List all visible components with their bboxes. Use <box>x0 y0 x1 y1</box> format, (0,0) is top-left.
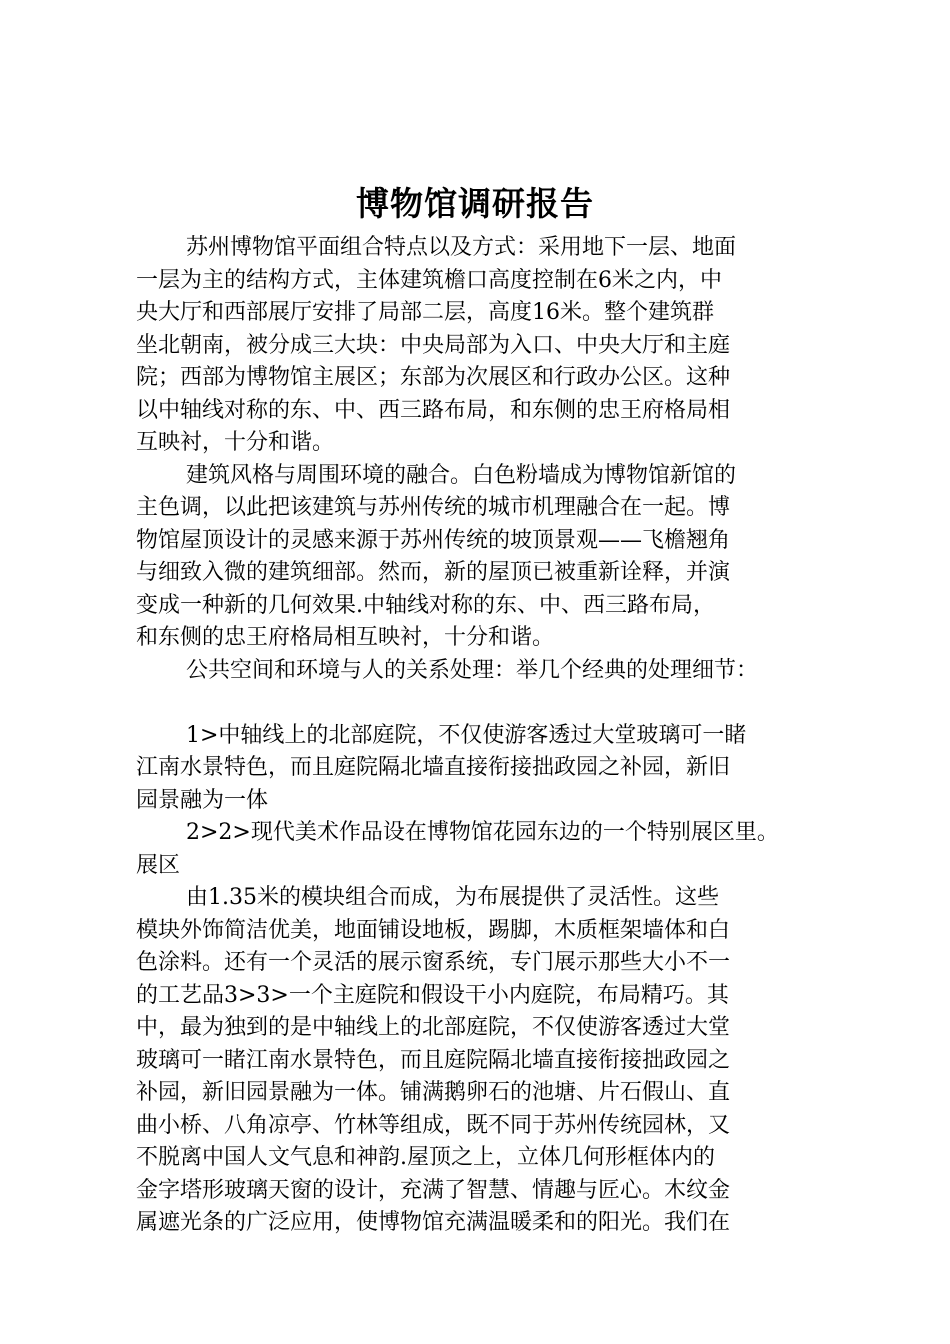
text-line: 色涂料。还有一个灵活的展示窗系统，专门展示那些大小不一 <box>136 950 731 975</box>
text-line: 由1.35米的模块组合而成，为布展提供了灵活性。这些 <box>186 885 719 910</box>
text-line: 坐北朝南，被分成三大块：中央局部为入口、中央大厅和主庭 <box>136 332 731 358</box>
text-line: 互映衬，十分和谐。 <box>136 430 335 455</box>
text-line: 不脱离中国人文气息和神韵.屋顶之上，立体几何形框体内的 <box>136 1145 715 1170</box>
text-line: 江南水景特色，而且庭院隔北墙直接衔接拙政园之补园，新旧 <box>136 755 731 780</box>
text-line: 公共空间和环境与人的关系处理：举几个经典的处理细节： <box>186 657 759 683</box>
text-line: 补园，新旧园景融为一体。铺满鹅卵石的池塘、片石假山、直 <box>136 1080 731 1105</box>
text-line: 建筑风格与周围环境的融合。白色粉墙成为博物馆新馆的 <box>186 462 737 488</box>
text-line: 的工艺品3>3>一个主庭院和假设干小内庭院，布局精巧。其 <box>136 982 729 1008</box>
text-line: 以中轴线对称的东、中、西三路布局，和东侧的忠王府格局相 <box>136 397 731 423</box>
text-line: 曲小桥、八角凉亭、竹林等组成，既不同于苏州传统园林，又 <box>136 1112 731 1138</box>
text-line: 主色调，以此把该建筑与苏州传统的城市机理融合在一起。博 <box>136 495 731 520</box>
text-line: 中，最为独到的是中轴线上的北部庭院，不仅使游客透过大堂 <box>136 1015 731 1040</box>
text-line: 和东侧的忠王府格局相互映衬，十分和谐。 <box>136 625 555 650</box>
text-line: 2>2>现代美术作品设在博物馆花园东边的一个特别展区里。 <box>186 820 779 845</box>
text-line: 变成一种新的几何效果.中轴线对称的东、中、西三路布局， <box>136 592 715 618</box>
blank-line <box>136 687 826 720</box>
text-line: 属遮光条的广泛应用，使博物馆充满温暖柔和的阳光。我们在 <box>136 1210 731 1235</box>
text-line: 模块外饰简洁优美，地面铺设地板，踢脚，木质框架墙体和白 <box>136 917 731 943</box>
text-line: 园景融为一体 <box>136 787 269 813</box>
text-line: 展区 <box>136 852 181 878</box>
text-line: 与细致入微的建筑细部。然而，新的屋顶已被重新诠释，并演 <box>136 560 731 585</box>
document-body <box>136 232 826 1240</box>
text-line: 苏州博物馆平面组合特点以及方式：采用地下一层、地面 <box>186 235 737 260</box>
document-title: 博物馆调研报告 <box>356 184 594 223</box>
text-line: 玻璃可一睹江南水景特色，而且庭院隔北墙直接衔接拙政园之 <box>136 1047 731 1073</box>
text-line: 院；西部为博物馆主展区；东部为次展区和行政办公区。这种 <box>136 365 731 390</box>
text-line: 物馆屋顶设计的灵感来源于苏州传统的坡顶景观——飞檐翘角 <box>136 527 731 553</box>
text-line: 1>中轴线上的北部庭院，不仅使游客透过大堂玻璃可一睹 <box>186 722 747 748</box>
text-line: 央大厅和西部展厅安排了局部二层，高度16米。整个建筑群 <box>136 300 714 325</box>
text-line: 金字塔形玻璃天窗的设计，充满了智慧、情趣与匠心。木纹金 <box>136 1177 731 1203</box>
text-line: 一层为主的结构方式，主体建筑檐口高度控制在6米之内，中 <box>136 267 722 293</box>
